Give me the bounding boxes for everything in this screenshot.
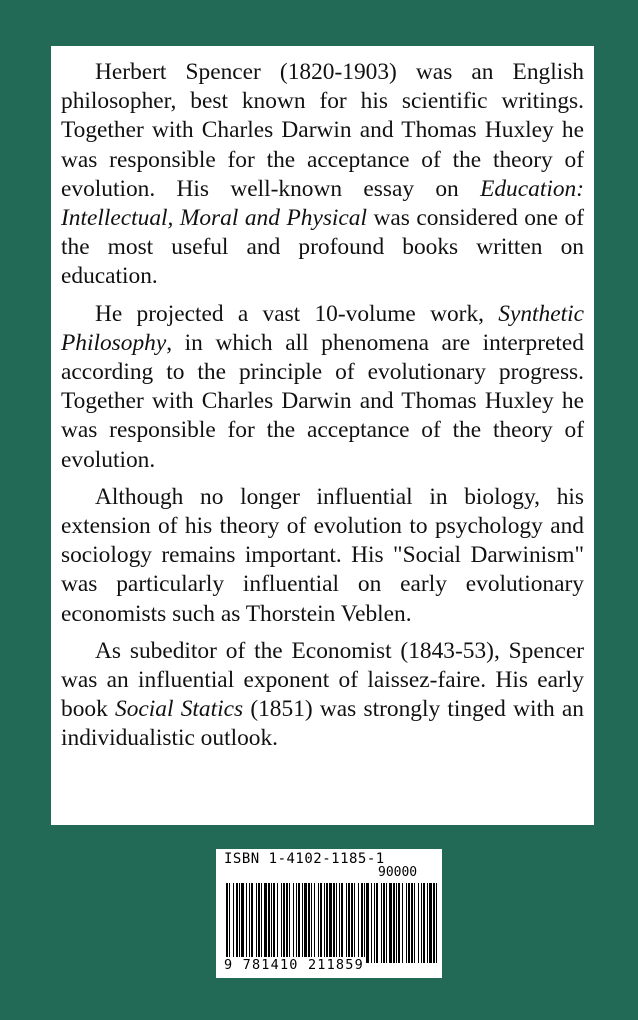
- barcode-bar: [348, 883, 350, 963]
- barcode-bar: [414, 883, 415, 963]
- barcode-bar: [358, 883, 359, 963]
- barcode-bar: [336, 883, 337, 963]
- barcode-bar: [229, 883, 230, 963]
- paragraph-2: [61, 300, 584, 475]
- barcode-bar: [293, 883, 294, 963]
- paragraph-2-title-synthetic-philosophy: Synthetic Philosophy: [61, 300, 584, 356]
- barcode-bar: [408, 883, 410, 963]
- barcode-bar: [393, 883, 395, 963]
- barcode-bar: [236, 883, 238, 963]
- barcode-bar: [374, 883, 375, 963]
- barcode-bar: [398, 883, 400, 963]
- barcode-bar: [329, 883, 332, 963]
- barcode-bar: [256, 883, 257, 963]
- barcode-bar: [366, 883, 369, 963]
- barcode-bar: [326, 883, 328, 963]
- barcode-bar: [423, 883, 425, 963]
- barcode-bar: [406, 883, 407, 963]
- barcode-bar: [354, 883, 355, 963]
- price-code: 90000: [378, 865, 418, 880]
- paragraph-1: [61, 58, 584, 292]
- barcode-bar: [304, 883, 307, 963]
- barcode-bar: [281, 883, 282, 963]
- barcode-bar: [364, 883, 365, 963]
- barcode-bar: [436, 883, 437, 963]
- barcode-bar: [239, 883, 240, 963]
- paragraph-3: [61, 483, 584, 629]
- barcode-bar: [339, 883, 340, 963]
- barcode-bar: [396, 883, 397, 963]
- paragraph-4-title-social-statics: Social Statics: [115, 696, 244, 723]
- barcode-bar: [241, 883, 244, 963]
- barcode-bar: [427, 883, 428, 963]
- barcode-bar: [311, 883, 312, 963]
- barcode-bar: [277, 883, 278, 963]
- barcode-bar: [320, 883, 322, 963]
- barcode-bar: [264, 883, 267, 963]
- isbn-barcode: [216, 849, 442, 978]
- barcode-bar: [433, 883, 435, 963]
- barcode-bar: [289, 883, 290, 963]
- description-panel: [51, 46, 594, 825]
- barcode-bar: [389, 883, 392, 963]
- barcode-bar: [351, 883, 353, 963]
- barcode-bar: [341, 883, 343, 963]
- paragraph-2-part-1: He projected a vast 10-volume work,: [95, 300, 499, 327]
- barcode-bar: [249, 883, 250, 963]
- paragraph-3-text: Although no longer influential in biology, his extension of his theory of evolution to psychology and sociology remains important. His "Social Darwinism" was particularly influential on early evolutionary economists such as Thorstein Veblen.: [61, 483, 584, 627]
- barcode-bar: [381, 883, 382, 963]
- barcode-bar: [286, 883, 288, 963]
- barcode-bar: [421, 883, 422, 963]
- barcode-bar: [308, 883, 310, 963]
- barcode-bar: [318, 883, 319, 963]
- barcode-bar: [314, 883, 315, 963]
- paragraph-4-part-2: (1851) was strongly tinged with an individualistic outlook.: [61, 696, 584, 752]
- barcode-bar: [324, 883, 325, 963]
- paragraph-1-title-education: Education: Intellectual, Moral and Physical: [61, 175, 584, 232]
- barcode-bar: [376, 883, 378, 963]
- barcode-bar: [411, 883, 413, 963]
- barcode-bar: [346, 883, 347, 963]
- paragraph-1-part-1: Herbert Spencer (1820-1903) was an English philosopher, best known for his scientific writings. Together with Charles Darwin and Thomas Huxley he was responsible for the acceptance of the theory of evolution. His well-known essay on: [61, 59, 584, 202]
- paragraph-2-part-2: , in which all phenomena are interpreted according to the principle of evolutionary progress. Together with Charles Darwin and Thomas Huxley he was responsible for the acceptance of the theory of evolution.: [61, 329, 584, 473]
- barcode-bar: [402, 883, 403, 963]
- barcode-bar: [361, 883, 363, 963]
- barcode-bar: [233, 883, 234, 963]
- paragraph-4-part-1: As subeditor of the Economist (1843-53), Spencer was an influential exponent of laissez-faire. His early book: [61, 637, 584, 723]
- barcode-bar: [302, 883, 303, 963]
- barcode-bar: [296, 883, 297, 963]
- barcode-bar: [418, 883, 419, 963]
- barcode-bar: [226, 883, 228, 963]
- barcode-bar: [298, 883, 300, 963]
- isbn-label: ISBN 1-4102-1185-1: [224, 851, 385, 867]
- paragraph-4: [61, 637, 584, 754]
- barcode-bar: [268, 883, 270, 963]
- paragraph-1-part-2: was considered one of the most useful and profound books written on education.: [61, 205, 584, 290]
- barcode-bar: [283, 883, 285, 963]
- barcode-bar: [251, 883, 253, 963]
- barcode-bar: [333, 883, 335, 963]
- barcode-bar: [261, 883, 262, 963]
- barcode-bar: [258, 883, 260, 963]
- barcode-bar: [383, 883, 385, 963]
- ean-digits: 9 781410 211859: [224, 957, 364, 973]
- barcode-bar: [271, 883, 272, 963]
- barcode-bar: [246, 883, 247, 963]
- barcode-bar: [371, 883, 372, 963]
- barcode-bar: [273, 883, 275, 963]
- barcode-bar: [386, 883, 387, 963]
- barcode-bar: [429, 883, 432, 963]
